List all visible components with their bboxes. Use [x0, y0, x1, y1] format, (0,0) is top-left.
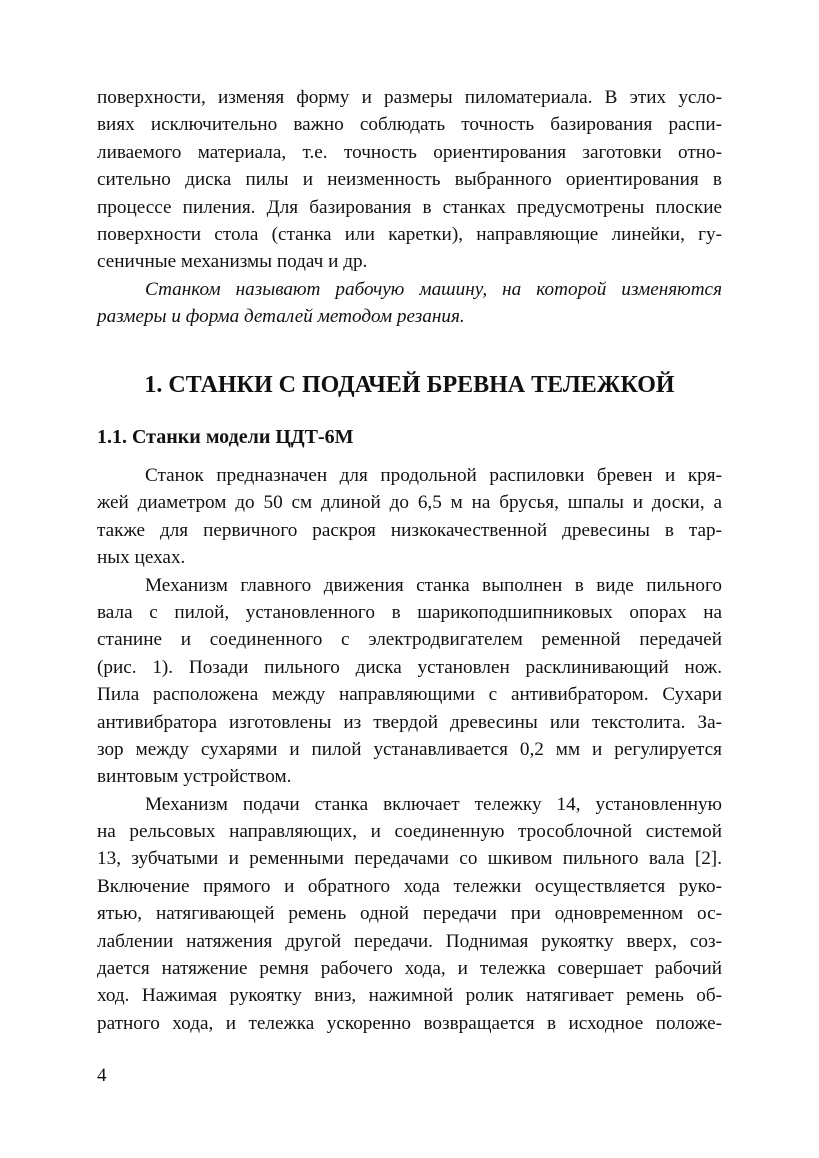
text-line: поверхности, изменяя форму и размеры пиломатериала. В этих усло-: [97, 87, 722, 108]
text-line: лаблении натяжения другой передачи. Поднимая рукоятку вверх, соз-: [97, 930, 722, 952]
page-number: 4: [97, 1065, 107, 1086]
text-line: антивибратора изготовлены из твердой древесины или текстолита. За-: [97, 711, 722, 733]
definition-line: Станком называют рабочую машину, на которой изменяются: [145, 278, 722, 300]
text-line: ход. Нажимая рукоятку вниз, нажимной ролик натягивает ремень об-: [97, 985, 722, 1007]
intro-block: [97, 84, 722, 331]
text-line: сеничные механизмы подач и др.: [97, 251, 368, 273]
text-line: также для первичного раскроя низкокачественной древесины в тар-: [97, 519, 722, 541]
text-line: вала с пилой, установленного в шарикоподшипниковых опорах на: [97, 601, 722, 623]
text-line: 13, зубчатыми и ременными передачами со шкивом пильного вала [2].: [97, 848, 722, 870]
text-line: Включение прямого и обратного хода тележки осуществляется руко-: [97, 875, 722, 897]
text-line: Пила расположена между направляющими с антивибратором. Сухари: [97, 684, 722, 706]
paragraph: [97, 462, 722, 572]
text-line: винтовым устройством.: [97, 766, 292, 788]
text-line: Станок предназначен для продольной распиловки бревен и кря-: [145, 465, 722, 486]
text-line: виях исключительно важно соблюдать точность базирования распи-: [97, 114, 722, 136]
text-line: (рис. 1). Позади пильного диска установлен расклинивающий нож.: [97, 656, 722, 678]
paragraph: [97, 572, 722, 791]
text-line: ных цехах.: [97, 547, 186, 569]
text-line: на рельсовых направляющих, и соединенную трособлочной системой: [97, 821, 722, 843]
section-title: 1.1. Станки модели ЦДТ-6М: [97, 426, 354, 448]
paragraph: [97, 791, 722, 1038]
text-line: дается натяжение ремня рабочего хода, и тележка совершает рабочий: [97, 958, 722, 980]
text-line: жей диаметром до 50 см длиной до 6,5 м на брусья, шпалы и доски, а: [97, 492, 722, 514]
text-line: процессе пиления. Для базирования в станках предусмотрены плоские: [97, 196, 722, 218]
definition-line: размеры и форма деталей методом резания.: [97, 306, 465, 328]
text-line: Механизм подачи станка включает тележку 14, установленную: [145, 793, 722, 815]
text-line: ратного хода, и тележка ускоренно возвращается в исходное положе-: [97, 1012, 722, 1034]
chapter-title: 1. СТАНКИ С ПОДАЧЕЙ БРЕВНА ТЕЛЕЖКОЙ: [144, 372, 675, 398]
text-line: зор между сухарями и пилой устанавливается 0,2 мм и регулируется: [97, 738, 722, 760]
section-body: [97, 462, 722, 1037]
text-line: Механизм главного движения станка выполнен в виде пильного: [145, 574, 722, 596]
text-line: ливаемого материала, т.е. точность ориентирования заготовки отно-: [97, 141, 722, 163]
text-line: поверхности стола (станка или каретки), направляющие линейки, гу-: [97, 223, 722, 245]
text-line: ятью, натягивающей ремень одной передачи при одновременном ос-: [97, 903, 722, 925]
text-line: сительно диска пилы и неизменность выбранного ориентирования в: [97, 169, 722, 191]
text-line: станине и соединенного с электродвигателем ременной передачей: [97, 629, 722, 651]
